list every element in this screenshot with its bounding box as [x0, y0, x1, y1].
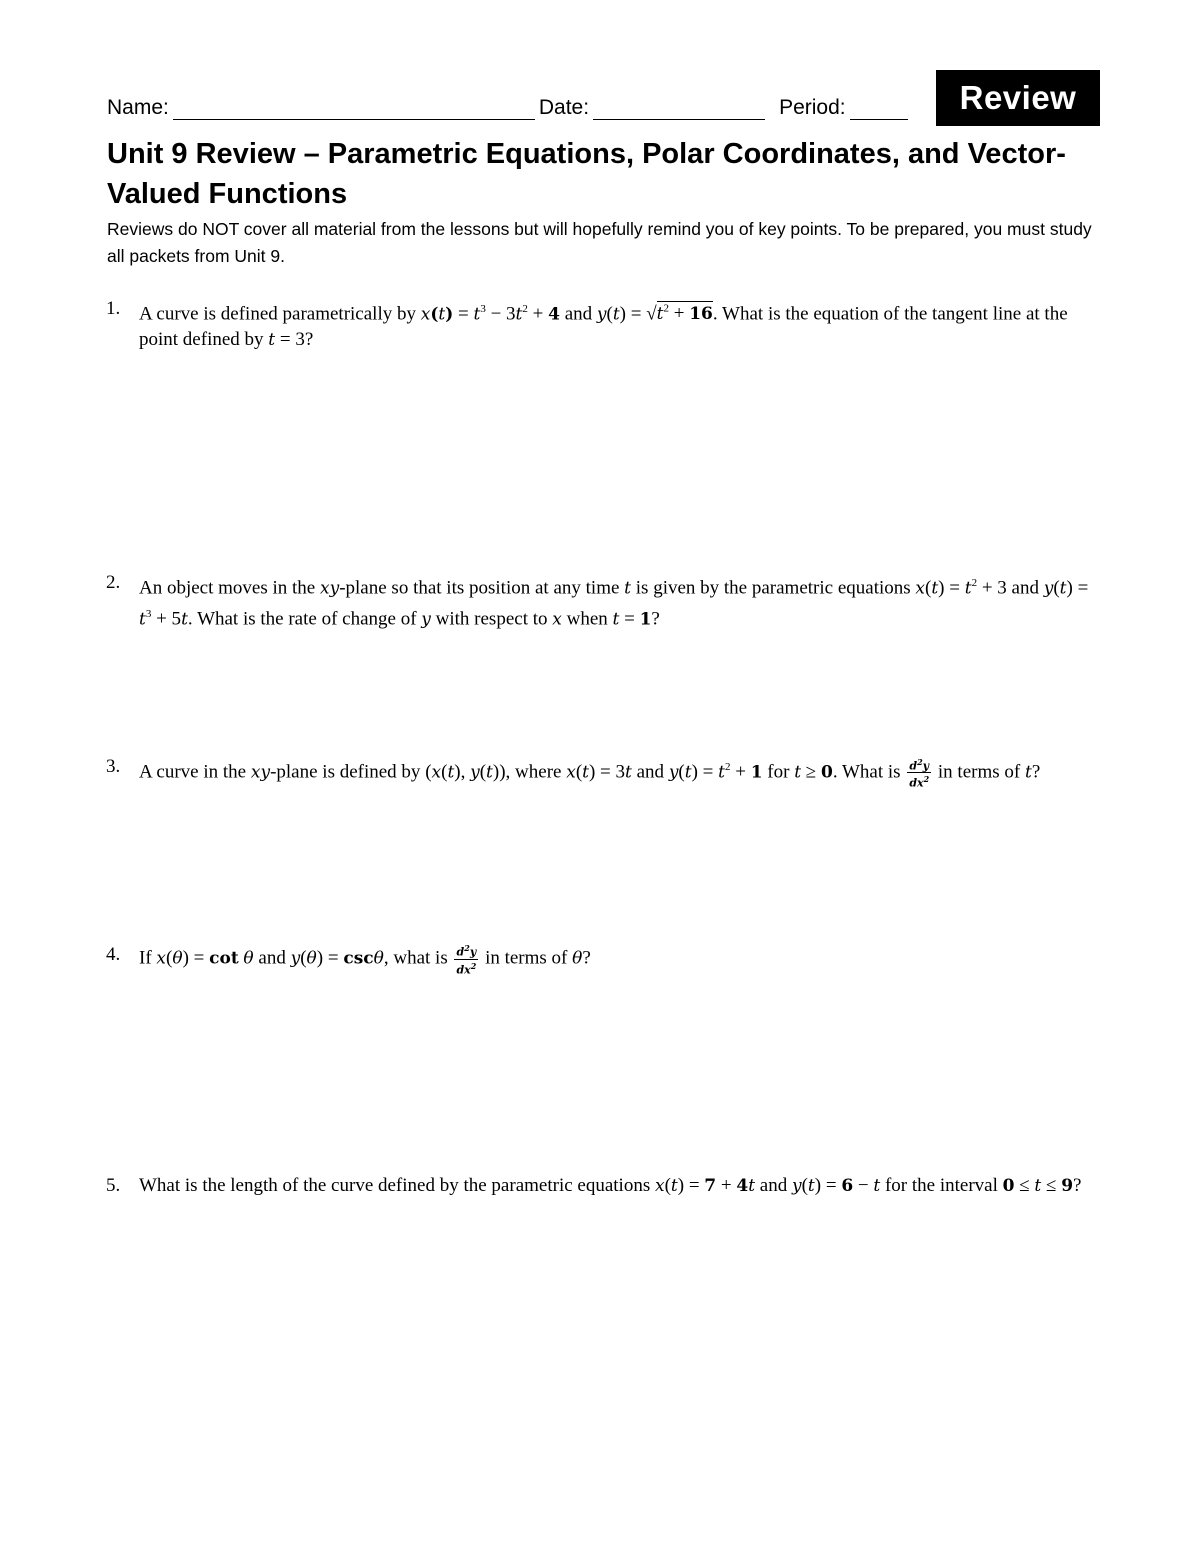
- question-text-part: -plane so that its position at any time: [339, 577, 625, 599]
- math-expression: t: [794, 762, 802, 783]
- question-3: [106, 754, 1100, 790]
- question-text-part: ?: [1031, 761, 1041, 783]
- math-expression: xy: [320, 578, 340, 599]
- intro-text: Reviews do NOT cover all material from the lessons but will hopefully remind you of key points. To be prepared, you must study all packets from Unit 9.: [107, 219, 1092, 266]
- question-2: [106, 570, 1100, 633]
- question-text: A curve is defined parametrically by $x(t) = t^3 - 3t^2 + 4$ and $y(t) = √t^2 + 16$. What is the equation of the tangent line at the point defined by t = 3?: [139, 303, 1068, 351]
- question-number: 1.: [106, 298, 121, 319]
- math-expression: θ: [572, 948, 583, 969]
- student-info-line: [107, 96, 912, 120]
- question-text-part: in terms of: [480, 947, 573, 969]
- question-1: [106, 296, 1100, 353]
- question-text-part: , what is: [383, 947, 453, 969]
- question-text-part: ?: [651, 608, 660, 630]
- math-expression: x: [156, 948, 166, 969]
- question-text-part: . What is the rate of change of: [187, 608, 422, 630]
- question-number: 4.: [106, 944, 121, 965]
- second-derivative-fraction: $\frac{d^2y}{dx^2}$: [456, 943, 477, 977]
- math-expression: y: [791, 1176, 802, 1196]
- math-expression: x: [420, 304, 431, 325]
- math-expression: x: [566, 762, 576, 783]
- question-text-part: and: [559, 303, 597, 325]
- question-text-part: when: [561, 608, 613, 630]
- question-text-part: and: [755, 1175, 792, 1196]
- question-text-part: and: [631, 761, 669, 783]
- math-expression: y: [290, 948, 301, 969]
- math-expression: t: [612, 609, 620, 630]
- question-text-part: in terms of: [933, 761, 1025, 783]
- period-label: Period:: [779, 96, 846, 119]
- question-text-part: If: [139, 947, 157, 969]
- name-blank: [173, 100, 535, 120]
- question-number: 5.: [106, 1175, 121, 1196]
- question-text-part: A curve is defined parametrically by: [139, 303, 421, 325]
- math-expression: t: [1024, 762, 1032, 783]
- name-label: Name:: [107, 96, 169, 119]
- date-label: Date:: [538, 96, 590, 119]
- question-text-part: and: [1006, 577, 1044, 599]
- question-text: If x(θ) = cot θ and y(θ) = cscθ, what is $\frac{d^2y}{dx^2}$ in terms of θ?: [139, 943, 591, 977]
- math-expression: x: [552, 609, 562, 630]
- question-text-part: A curve in the: [139, 761, 251, 783]
- math-expression: y: [668, 762, 679, 783]
- question-number: 2.: [106, 572, 121, 593]
- question-text-part: . What is: [832, 761, 906, 783]
- question-text-part: ?: [582, 947, 591, 969]
- question-text-part: for: [762, 761, 795, 783]
- question-text-part: What is the length of the curve defined by the parametric equations: [139, 1175, 655, 1196]
- review-badge: Review: [936, 70, 1100, 126]
- question-text-part: and: [253, 947, 291, 969]
- question-text: What is the length of the curve defined by the parametric equations x(t) = 7 + 4t and y(t) = 6 − t for the interval 0 ≤ t ≤ 9?: [139, 1175, 1082, 1196]
- question-text-part: with respect to: [430, 608, 553, 630]
- question-4: [106, 942, 1100, 976]
- question-number: 3.: [106, 756, 121, 777]
- math-expression: x: [654, 1176, 665, 1196]
- math-expression: t: [268, 330, 276, 351]
- question-text: A curve in the xy-plane is defined by (x(t), y(t)), where x(t) = 3t and $y(t) = t^2 + 1$ for t ≥ 0. What is $\frac{d^2y}{dx^2}$ in terms of t?: [139, 756, 1041, 791]
- math-expression: 0: [1002, 1176, 1015, 1196]
- question-text-part: ?: [1073, 1175, 1082, 1196]
- math-expression: xy: [250, 762, 271, 783]
- second-derivative-fraction: $\frac{d^2y}{dx^2}$: [909, 756, 930, 791]
- question-text-part: , where: [505, 761, 567, 783]
- question-text-part: An object moves in the: [139, 577, 320, 599]
- date-blank: [593, 100, 765, 120]
- math-expression: y: [596, 304, 607, 325]
- question-text-part: . What is the equation of the tangent line at the point defined by: [139, 303, 1068, 351]
- question-text-part: -plane is defined by: [270, 761, 426, 783]
- period-blank: [850, 100, 908, 120]
- question-text: An object moves in the xy-plane so that its position at any time t is given by the parametric equations $x(t) = t^2 + 3$ and $y(t) = t^3 + 5t$. What is the rate of change of y with respect to x when t = 1?: [139, 577, 1089, 630]
- question-text-part: ?: [304, 329, 314, 351]
- page-title: Unit 9 Review – Parametric Equations, Polar Coordinates, and Vector-Valued Functions: [107, 138, 1066, 210]
- math-expression: y: [1043, 578, 1054, 599]
- math-expression: t: [624, 578, 632, 599]
- question-text-part: is given by the parametric equations: [631, 577, 916, 599]
- math-expression: y: [421, 609, 431, 630]
- question-text-part: for the interval: [880, 1175, 1003, 1196]
- math-expression: x: [915, 578, 925, 599]
- question-5: [106, 1173, 1100, 1199]
